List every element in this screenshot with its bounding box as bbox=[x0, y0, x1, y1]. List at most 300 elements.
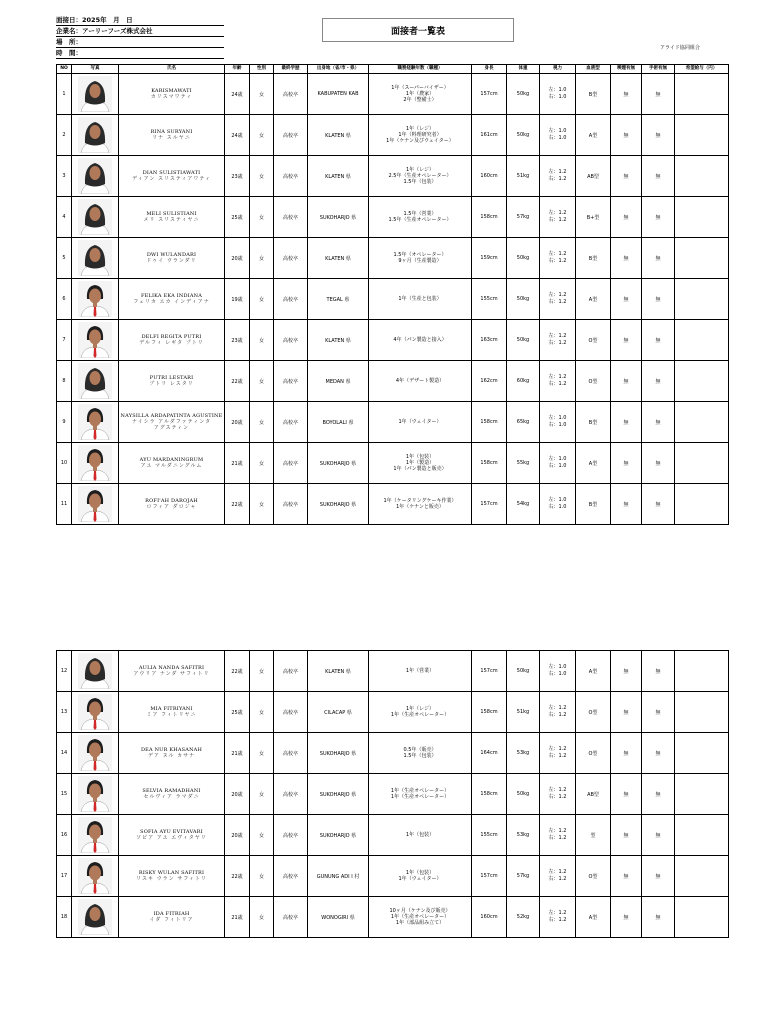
experience-line: 1年（生産オペレーター） bbox=[390, 788, 450, 794]
experience-line: 1年（農家） bbox=[405, 91, 435, 97]
col-sex-header: 性別 bbox=[250, 65, 274, 74]
name-romaji: IDA FITRIAH bbox=[153, 911, 190, 917]
photo-cell bbox=[72, 651, 119, 692]
name-cell bbox=[119, 856, 225, 897]
salary-cell bbox=[675, 197, 729, 238]
experience-cell bbox=[369, 897, 472, 938]
origin-cell: CILACAP 県 bbox=[308, 692, 369, 733]
age-cell: 20歳 bbox=[225, 238, 250, 279]
name-katakana: セルヴィア ラマダニ bbox=[143, 794, 200, 800]
vision-line: 右：1.2 bbox=[548, 835, 567, 841]
age-cell: 21歳 bbox=[225, 443, 250, 484]
vision-line: 右：1.2 bbox=[548, 753, 567, 759]
photo-cell bbox=[72, 156, 119, 197]
photo-cell bbox=[72, 815, 119, 856]
height-cell: 157cm bbox=[472, 856, 507, 897]
vision-cell bbox=[540, 692, 576, 733]
row-number: 14 bbox=[57, 733, 72, 774]
name-katakana: フェリカ エカ インディアナ bbox=[133, 299, 210, 305]
table-row bbox=[57, 361, 729, 402]
surgery-cell: 無 bbox=[642, 897, 675, 938]
origin-cell: KABUPATEN KAB bbox=[308, 74, 369, 115]
education-cell: 高校卒 bbox=[274, 733, 308, 774]
vision-line: 右：1.2 bbox=[548, 299, 567, 305]
origin-cell: KLATEN 県 bbox=[308, 115, 369, 156]
smoking-cell: 無 bbox=[611, 115, 642, 156]
salary-cell bbox=[675, 238, 729, 279]
col-name-header: 氏名 bbox=[119, 65, 225, 74]
smoking-cell: 無 bbox=[611, 238, 642, 279]
origin-cell: SUKOHARJO 県 bbox=[308, 443, 369, 484]
education-cell: 高校卒 bbox=[274, 443, 308, 484]
surgery-cell: 無 bbox=[642, 361, 675, 402]
col-vision-header: 視力 bbox=[540, 65, 576, 74]
sex-cell: 女 bbox=[250, 733, 274, 774]
vision-cell bbox=[540, 197, 576, 238]
smoking-cell: 無 bbox=[611, 197, 642, 238]
age-cell: 21歳 bbox=[225, 897, 250, 938]
candidate-photo bbox=[75, 322, 115, 358]
name-cell bbox=[119, 443, 225, 484]
interview-date: 面接日：2025年 月 日 bbox=[56, 15, 224, 26]
name-romaji: RISKY WULAN SAFITRI bbox=[138, 870, 205, 876]
col-age-header: 年齢 bbox=[225, 65, 250, 74]
candidate-photo-icon bbox=[78, 281, 112, 317]
candidate-photo bbox=[75, 486, 115, 522]
vision-line: 右：1.2 bbox=[548, 917, 567, 923]
weight-cell: 52kg bbox=[507, 897, 540, 938]
name-katakana: リナ スルヤニ bbox=[152, 135, 191, 141]
age-cell: 25歳 bbox=[225, 197, 250, 238]
experience-cell bbox=[369, 484, 472, 525]
vision-line: 右：1.0 bbox=[548, 671, 567, 677]
candidate-photo bbox=[75, 817, 115, 853]
vision-line: 右：1.0 bbox=[548, 94, 567, 100]
experience-line: 1年（包装） bbox=[405, 832, 435, 838]
sex-cell: 女 bbox=[250, 238, 274, 279]
experience-line: 1年（製造） bbox=[405, 460, 435, 466]
table-row bbox=[57, 320, 729, 361]
table-row bbox=[57, 197, 729, 238]
experience-line: 1年（生産オペレーター） bbox=[390, 914, 450, 920]
vision-line: 右：1.2 bbox=[548, 176, 567, 182]
col-origin-header: 出身地（省/市・県） bbox=[308, 65, 369, 74]
experience-line: 1年（包装） bbox=[405, 454, 435, 460]
company-name: 企業名：アーリーフーズ株式会社 bbox=[56, 26, 224, 37]
experience-line: 2.5年（生産オペレーター） bbox=[388, 173, 452, 179]
vision-line: 右：1.2 bbox=[548, 794, 567, 800]
blood-type-cell: A型 bbox=[576, 115, 611, 156]
education-cell: 高校卒 bbox=[274, 320, 308, 361]
experience-cell bbox=[369, 74, 472, 115]
table-row bbox=[57, 733, 729, 774]
table-row bbox=[57, 238, 729, 279]
smoking-cell: 無 bbox=[611, 402, 642, 443]
origin-cell: WONOGIRI 県 bbox=[308, 897, 369, 938]
name-romaji: KARISMAWATI bbox=[151, 88, 192, 94]
photo-cell bbox=[72, 897, 119, 938]
experience-cell bbox=[369, 156, 472, 197]
salary-cell bbox=[675, 443, 729, 484]
vision-cell bbox=[540, 320, 576, 361]
candidate-photo-icon bbox=[78, 76, 112, 112]
vision-cell bbox=[540, 115, 576, 156]
table-row bbox=[57, 74, 729, 115]
col-photo-header: 写真 bbox=[72, 65, 119, 74]
row-number: 17 bbox=[57, 856, 72, 897]
weight-cell: 57kg bbox=[507, 856, 540, 897]
experience-line: 1年（生産オペレーター） bbox=[390, 794, 450, 800]
origin-cell: SUKOHARJO 県 bbox=[308, 733, 369, 774]
age-cell: 23歳 bbox=[225, 156, 250, 197]
name-katakana: ロフィア ダロジャ bbox=[146, 504, 197, 510]
blood-type-cell: A型 bbox=[576, 651, 611, 692]
surgery-cell: 無 bbox=[642, 156, 675, 197]
education-cell: 高校卒 bbox=[274, 484, 308, 525]
surgery-cell: 無 bbox=[642, 238, 675, 279]
name-cell bbox=[119, 279, 225, 320]
surgery-cell: 無 bbox=[642, 484, 675, 525]
row-number: 15 bbox=[57, 774, 72, 815]
candidate-photo-icon bbox=[78, 899, 112, 935]
name-katakana: ディアン スリスティアワティ bbox=[132, 176, 211, 182]
candidate-photo bbox=[75, 858, 115, 894]
col-surgery-header: 手術有無 bbox=[642, 65, 675, 74]
table-row bbox=[57, 774, 729, 815]
education-cell: 高校卒 bbox=[274, 692, 308, 733]
sex-cell: 女 bbox=[250, 897, 274, 938]
row-number: 12 bbox=[57, 651, 72, 692]
table-row bbox=[57, 443, 729, 484]
origin-cell: KLATEN 県 bbox=[308, 651, 369, 692]
name-katakana: アグスティン bbox=[153, 425, 190, 431]
education-cell: 高校卒 bbox=[274, 856, 308, 897]
surgery-cell: 無 bbox=[642, 279, 675, 320]
name-katakana: デルフィ レギタ プトリ bbox=[139, 340, 204, 346]
name-cell bbox=[119, 238, 225, 279]
col-experience-header: 職務経験年数（職種） bbox=[369, 65, 472, 74]
name-cell bbox=[119, 651, 225, 692]
weight-cell: 55kg bbox=[507, 443, 540, 484]
name-cell bbox=[119, 156, 225, 197]
age-cell: 22歳 bbox=[225, 361, 250, 402]
vision-line: 右：1.0 bbox=[548, 504, 567, 510]
name-romaji: SOFIA AYU EVITAVARI bbox=[140, 829, 203, 835]
name-romaji: DELFI REGITA PUTRI bbox=[141, 334, 202, 340]
experience-line: 1年（包装） bbox=[405, 870, 435, 876]
row-number: 18 bbox=[57, 897, 72, 938]
surgery-cell: 無 bbox=[642, 74, 675, 115]
candidate-photo bbox=[75, 445, 115, 481]
surgery-cell: 無 bbox=[642, 320, 675, 361]
sex-cell: 女 bbox=[250, 692, 274, 733]
blood-type-cell: A型 bbox=[576, 279, 611, 320]
experience-line: 1年（パン製造と販売） bbox=[393, 466, 447, 472]
table-row bbox=[57, 897, 729, 938]
experience-cell bbox=[369, 402, 472, 443]
experience-line: 1.5年（営業） bbox=[403, 211, 437, 217]
vision-line: 左：1.2 bbox=[548, 169, 567, 175]
sex-cell: 女 bbox=[250, 443, 274, 484]
photo-cell bbox=[72, 320, 119, 361]
surgery-cell: 無 bbox=[642, 402, 675, 443]
height-cell: 161cm bbox=[472, 115, 507, 156]
col-smoking-header: 喫煙有無 bbox=[611, 65, 642, 74]
height-cell: 158cm bbox=[472, 402, 507, 443]
vision-cell bbox=[540, 651, 576, 692]
vision-cell bbox=[540, 856, 576, 897]
blood-type-cell: O型 bbox=[576, 320, 611, 361]
row-number: 4 bbox=[57, 197, 72, 238]
name-romaji: DIAN SULISTIAWATI bbox=[142, 170, 201, 176]
interview-time: 時 間： bbox=[56, 48, 224, 59]
experience-cell bbox=[369, 774, 472, 815]
row-number: 7 bbox=[57, 320, 72, 361]
height-cell: 158cm bbox=[472, 692, 507, 733]
name-cell bbox=[119, 692, 225, 733]
col-height-header: 身長 bbox=[472, 65, 507, 74]
weight-cell: 51kg bbox=[507, 156, 540, 197]
age-cell: 24歳 bbox=[225, 115, 250, 156]
height-cell: 157cm bbox=[472, 651, 507, 692]
name-romaji: MIA FITRIYANI bbox=[150, 706, 193, 712]
blood-type-cell: B型 bbox=[576, 484, 611, 525]
height-cell: 155cm bbox=[472, 279, 507, 320]
candidate-photo-icon bbox=[78, 199, 112, 235]
weight-cell: 60kg bbox=[507, 361, 540, 402]
row-number: 8 bbox=[57, 361, 72, 402]
sex-cell: 女 bbox=[250, 815, 274, 856]
vision-line: 左：1.2 bbox=[548, 746, 567, 752]
candidate-photo-icon bbox=[78, 694, 112, 730]
name-cell bbox=[119, 74, 225, 115]
weight-cell: 53kg bbox=[507, 815, 540, 856]
photo-cell bbox=[72, 197, 119, 238]
salary-cell bbox=[675, 74, 729, 115]
vision-cell bbox=[540, 156, 576, 197]
age-cell: 22歳 bbox=[225, 856, 250, 897]
candidate-photo-icon bbox=[78, 817, 112, 853]
blood-type-cell: B型 bbox=[576, 402, 611, 443]
weight-cell: 50kg bbox=[507, 238, 540, 279]
experience-cell bbox=[369, 733, 472, 774]
table-row bbox=[57, 692, 729, 733]
candidate-photo-icon bbox=[78, 363, 112, 399]
weight-cell: 54kg bbox=[507, 484, 540, 525]
experience-cell bbox=[369, 320, 472, 361]
vision-line: 左：1.0 bbox=[548, 128, 567, 134]
vision-cell bbox=[540, 815, 576, 856]
table-row bbox=[57, 856, 729, 897]
sex-cell: 女 bbox=[250, 156, 274, 197]
sex-cell: 女 bbox=[250, 856, 274, 897]
experience-line: 1年（生産オペレーター） bbox=[390, 712, 450, 718]
smoking-cell: 無 bbox=[611, 361, 642, 402]
age-cell: 19歳 bbox=[225, 279, 250, 320]
agency-name: アライド協同組合 bbox=[660, 45, 700, 51]
salary-cell bbox=[675, 856, 729, 897]
age-cell: 22歳 bbox=[225, 651, 250, 692]
page-title: 面接者一覧表 bbox=[322, 18, 514, 42]
vision-line: 右：1.2 bbox=[548, 340, 567, 346]
name-romaji: DEA NUR KHASANAH bbox=[140, 747, 203, 753]
blood-type-cell: O型 bbox=[576, 692, 611, 733]
name-romaji: FELIKA EKA INDIANA bbox=[140, 293, 203, 299]
table-row bbox=[57, 115, 729, 156]
smoking-cell: 無 bbox=[611, 856, 642, 897]
height-cell: 157cm bbox=[472, 74, 507, 115]
photo-cell bbox=[72, 774, 119, 815]
experience-line: 1年（レジ） bbox=[405, 167, 435, 173]
candidate-photo bbox=[75, 76, 115, 112]
name-katakana: イダ フィトリア bbox=[149, 917, 194, 923]
row-number: 11 bbox=[57, 484, 72, 525]
sex-cell: 女 bbox=[250, 484, 274, 525]
candidate-table-page1 bbox=[56, 64, 729, 525]
vision-line: 左：1.0 bbox=[548, 456, 567, 462]
name-romaji: AULIA NANDA SAFITRI bbox=[138, 665, 205, 671]
photo-cell bbox=[72, 279, 119, 320]
name-katakana: リスキ ウラン サフィトリ bbox=[136, 876, 207, 882]
name-cell bbox=[119, 361, 225, 402]
vision-line: 右：1.0 bbox=[548, 463, 567, 469]
experience-cell bbox=[369, 692, 472, 733]
col-weight-header: 体重 bbox=[507, 65, 540, 74]
photo-cell bbox=[72, 74, 119, 115]
vision-line: 右：1.2 bbox=[548, 217, 567, 223]
origin-cell: SUKOHARJO 県 bbox=[308, 774, 369, 815]
weight-cell: 50kg bbox=[507, 320, 540, 361]
surgery-cell: 無 bbox=[642, 115, 675, 156]
height-cell: 157cm bbox=[472, 484, 507, 525]
experience-line: 4年（パン製造と接入） bbox=[393, 337, 447, 343]
name-romaji: SELVIA RAMADHANI bbox=[142, 788, 201, 794]
experience-cell bbox=[369, 443, 472, 484]
blood-type-cell: 型 bbox=[576, 815, 611, 856]
origin-cell: MEDAN 県 bbox=[308, 361, 369, 402]
vision-cell bbox=[540, 279, 576, 320]
candidate-photo-icon bbox=[78, 158, 112, 194]
height-cell: 160cm bbox=[472, 156, 507, 197]
vision-cell bbox=[540, 897, 576, 938]
col-salary-header: 希望給与（円） bbox=[675, 65, 729, 74]
height-cell: 158cm bbox=[472, 774, 507, 815]
candidate-table-page2 bbox=[56, 650, 729, 938]
experience-line: 1年（レジ） bbox=[405, 706, 435, 712]
experience-line: 1.5年（包装） bbox=[403, 753, 437, 759]
weight-cell: 50kg bbox=[507, 115, 540, 156]
sex-cell: 女 bbox=[250, 279, 274, 320]
row-number: 9 bbox=[57, 402, 72, 443]
salary-cell bbox=[675, 156, 729, 197]
vision-line: 右：1.2 bbox=[548, 876, 567, 882]
sex-cell: 女 bbox=[250, 774, 274, 815]
experience-line: 1年（ケータリングケーキ作業） bbox=[383, 498, 457, 504]
sex-cell: 女 bbox=[250, 361, 274, 402]
candidate-photo-icon bbox=[78, 735, 112, 771]
salary-cell bbox=[675, 897, 729, 938]
vision-cell bbox=[540, 774, 576, 815]
smoking-cell: 無 bbox=[611, 74, 642, 115]
vision-line: 左：1.0 bbox=[548, 415, 567, 421]
candidate-photo-icon bbox=[78, 776, 112, 812]
row-number: 16 bbox=[57, 815, 72, 856]
weight-cell: 50kg bbox=[507, 74, 540, 115]
candidate-photo-icon bbox=[78, 240, 112, 276]
name-katakana: カリスマワティ bbox=[150, 94, 193, 100]
name-cell bbox=[119, 897, 225, 938]
photo-cell bbox=[72, 238, 119, 279]
photo-cell bbox=[72, 443, 119, 484]
vision-cell bbox=[540, 443, 576, 484]
experience-cell bbox=[369, 238, 472, 279]
col-no-header: NO bbox=[57, 65, 72, 74]
salary-cell bbox=[675, 115, 729, 156]
experience-cell bbox=[369, 815, 472, 856]
candidate-photo bbox=[75, 735, 115, 771]
sex-cell: 女 bbox=[250, 402, 274, 443]
name-katakana: プトリ レスタリ bbox=[149, 381, 194, 387]
col-blood-header: 血液型 bbox=[576, 65, 611, 74]
photo-cell bbox=[72, 115, 119, 156]
candidate-photo bbox=[75, 899, 115, 935]
col-education-header: 最終学歴 bbox=[274, 65, 308, 74]
experience-line: 1年（ウェイター） bbox=[398, 876, 442, 882]
salary-cell bbox=[675, 402, 729, 443]
experience-cell bbox=[369, 115, 472, 156]
salary-cell bbox=[675, 361, 729, 402]
age-cell: 21歳 bbox=[225, 733, 250, 774]
photo-cell bbox=[72, 484, 119, 525]
experience-line: 1年（スーパーバイザー） bbox=[391, 85, 449, 91]
candidate-photo bbox=[75, 404, 115, 440]
salary-cell bbox=[675, 774, 729, 815]
vision-line: 左：1.2 bbox=[548, 210, 567, 216]
table-row bbox=[57, 815, 729, 856]
education-cell: 高校卒 bbox=[274, 361, 308, 402]
table-row bbox=[57, 279, 729, 320]
photo-cell bbox=[72, 856, 119, 897]
vision-line: 左：1.2 bbox=[548, 787, 567, 793]
surgery-cell: 無 bbox=[642, 692, 675, 733]
name-katakana: ナイシラ アルダファティンタ bbox=[131, 419, 212, 425]
surgery-cell: 無 bbox=[642, 815, 675, 856]
vision-line: 右：1.0 bbox=[548, 135, 567, 141]
surgery-cell: 無 bbox=[642, 856, 675, 897]
vision-line: 左：1.2 bbox=[548, 251, 567, 257]
candidate-photo-icon bbox=[78, 653, 112, 689]
weight-cell: 50kg bbox=[507, 651, 540, 692]
origin-cell: KLATEN 県 bbox=[308, 320, 369, 361]
experience-line: 10ヶ月（ケナン及び販売） bbox=[389, 908, 451, 914]
height-cell: 158cm bbox=[472, 197, 507, 238]
candidate-photo-icon bbox=[78, 858, 112, 894]
vision-line: 左：1.0 bbox=[548, 497, 567, 503]
age-cell: 20歳 bbox=[225, 774, 250, 815]
experience-line: 1年（ケナン及びウェイター） bbox=[386, 138, 454, 144]
origin-cell: GUNUNG ADI I 村 bbox=[308, 856, 369, 897]
weight-cell: 65kg bbox=[507, 402, 540, 443]
vision-line: 左：1.0 bbox=[548, 87, 567, 93]
origin-cell: SUKOHARJO 県 bbox=[308, 197, 369, 238]
name-cell bbox=[119, 484, 225, 525]
name-romaji: DWI WULANDARI bbox=[146, 252, 197, 258]
name-romaji: RINA SURYANI bbox=[150, 129, 193, 135]
height-cell: 158cm bbox=[472, 443, 507, 484]
weight-cell: 50kg bbox=[507, 279, 540, 320]
weight-cell: 50kg bbox=[507, 774, 540, 815]
experience-line: 1年（レジ） bbox=[405, 126, 435, 132]
